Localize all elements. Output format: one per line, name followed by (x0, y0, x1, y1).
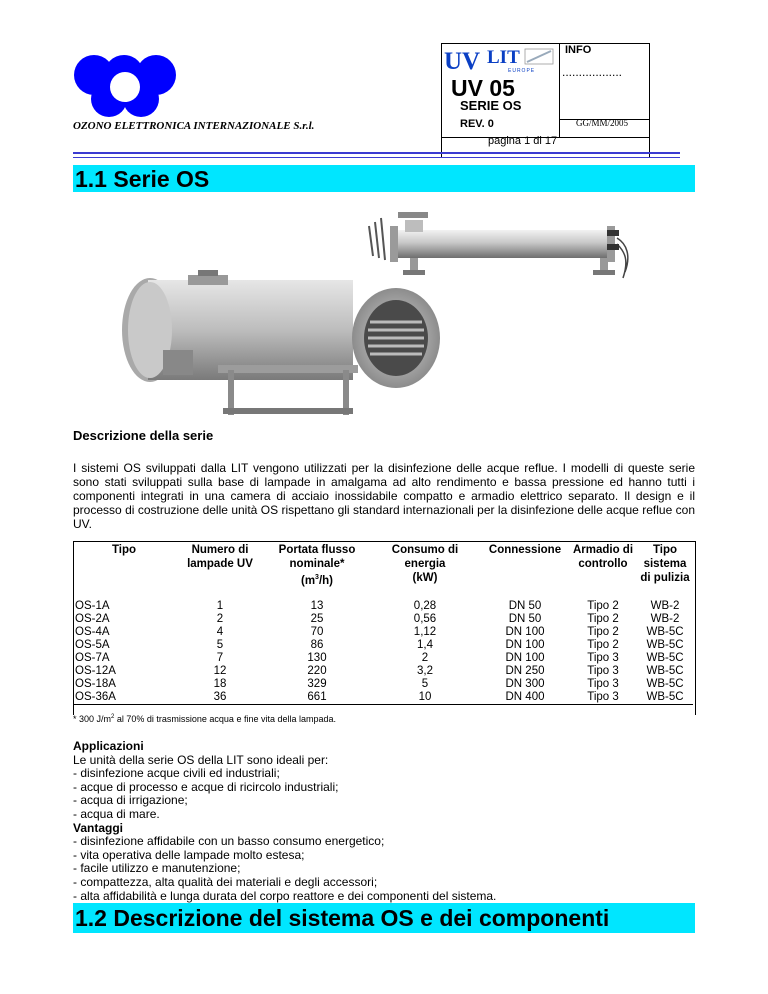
list-item: - acqua di irrigazione; (73, 793, 188, 808)
table-row: OS-7A 7 130 2 DN 100 Tipo 3 WB-5C (75, 652, 684, 664)
document-date: GG/MM/2005 (576, 118, 629, 128)
description-text: I sistemi OS sviluppati dalla LIT vengono utilizzati per la disinfezione delle acque reflue. I modelli di queste serie sono stati sviluppati sulla base di lampade in amalgama ad alto rendimento e bassa pressione ed hanno tutti i componenti integrati in una camera di acciaio inossidabile compatto e armadio elettrico separato. Il design e il processo di costruzione delle unità OS rispettano gli standard internazionali per la disinfezione delle acque reflue con UV. (73, 461, 695, 531)
svg-text:EUROPE: EUROPE (508, 68, 536, 74)
series-label: SERIE OS (460, 98, 522, 113)
revision-label: REV. 0 (460, 118, 494, 130)
table-row: OS-18A 18 329 5 DN 300 Tipo 3 WB-5C (75, 678, 684, 690)
advantages-heading: Vantaggi (73, 820, 124, 835)
section-title: 1.1 Serie OS (73, 165, 695, 192)
page-number: pagina 1 di 17 (488, 135, 558, 147)
list-item: - acqua di mare. (73, 806, 160, 821)
list-item: - acque di processo e acque di ricircolo industriali; (73, 779, 339, 794)
table-row: OS-4A 4 70 1,12 DN 100 Tipo 2 WB-5C (75, 626, 684, 638)
table-border-top (73, 541, 695, 542)
applications-block (73, 740, 496, 903)
document-code: UV 05 (451, 75, 515, 101)
table-footnote: * 300 $J/m^2$ al 70% di trasmissione acqua e fine vita della lampada. (73, 714, 336, 724)
header-connessione: Connessione (488, 544, 562, 556)
header-pulizia: Tipo sistema di pulizia (640, 544, 690, 584)
table-row: OS-5A 5 86 1,4 DN 100 Tipo 2 WB-5C (75, 639, 684, 651)
header-portata: Portata flusso nominale* $(m^3/h)$ (278, 544, 356, 587)
header-rule (73, 152, 680, 154)
specification-table (73, 541, 693, 705)
description-heading: Descrizione della serie (73, 428, 214, 443)
info-value: .................. (562, 65, 623, 79)
list-item: - disinfezione acque civili ed industriali; (73, 766, 280, 781)
applications-intro: Le unità della serie OS della LIT sono ideali per: (73, 752, 329, 767)
table-row: OS-36A 36 661 10 DN 400 Tipo 3 WB-5C (73, 691, 693, 705)
os-reactor-large-photo (118, 270, 448, 420)
svg-text:UV: UV (444, 48, 481, 75)
table-border-left (73, 541, 74, 715)
table-border-right (695, 541, 696, 715)
section-title-2: 1.2 Descrizione del sistema OS e dei componenti (73, 903, 695, 933)
header-armadio: Armadio di controllo (572, 544, 634, 570)
header-tipo: Tipo (111, 544, 137, 556)
list-item: - vita operativa delle lampade molto estesa; (73, 847, 305, 862)
list-item: - alta affidabilità e lunga durata del corpo reattore e dei componenti del sistema. (73, 888, 497, 903)
header-consumo: Consumo di energia (kW) (391, 544, 459, 584)
company-name: OZONO ELETTRONICA INTERNAZIONALE S.r.l. (73, 120, 315, 132)
company-logo (70, 55, 178, 117)
table-row: OS-2A 2 25 0,56 DN 50 Tipo 2 WB-2 (75, 613, 680, 625)
list-item: - facile utilizzo e manutenzione; (73, 861, 241, 876)
applications-heading: Applicazioni (73, 739, 144, 753)
table-row: OS-1A 1 13 0,28 DN 50 Tipo 2 WB-2 (75, 600, 680, 612)
list-item: - compattezza, alta qualità dei materiali e degli accessori; (73, 874, 378, 889)
svg-text:LIT: LIT (487, 47, 520, 68)
header-lampade: Numero di lampade UV (187, 544, 253, 570)
info-label: INFO (565, 44, 592, 56)
table-row: OS-12A 12 220 3,2 DN 250 Tipo 3 WB-5C (75, 665, 684, 677)
list-item: - disinfezione affidabile con un basso consumo energetico; (73, 834, 385, 849)
uvlit-brand-logo (443, 45, 556, 79)
header-rule-thin (73, 157, 680, 158)
